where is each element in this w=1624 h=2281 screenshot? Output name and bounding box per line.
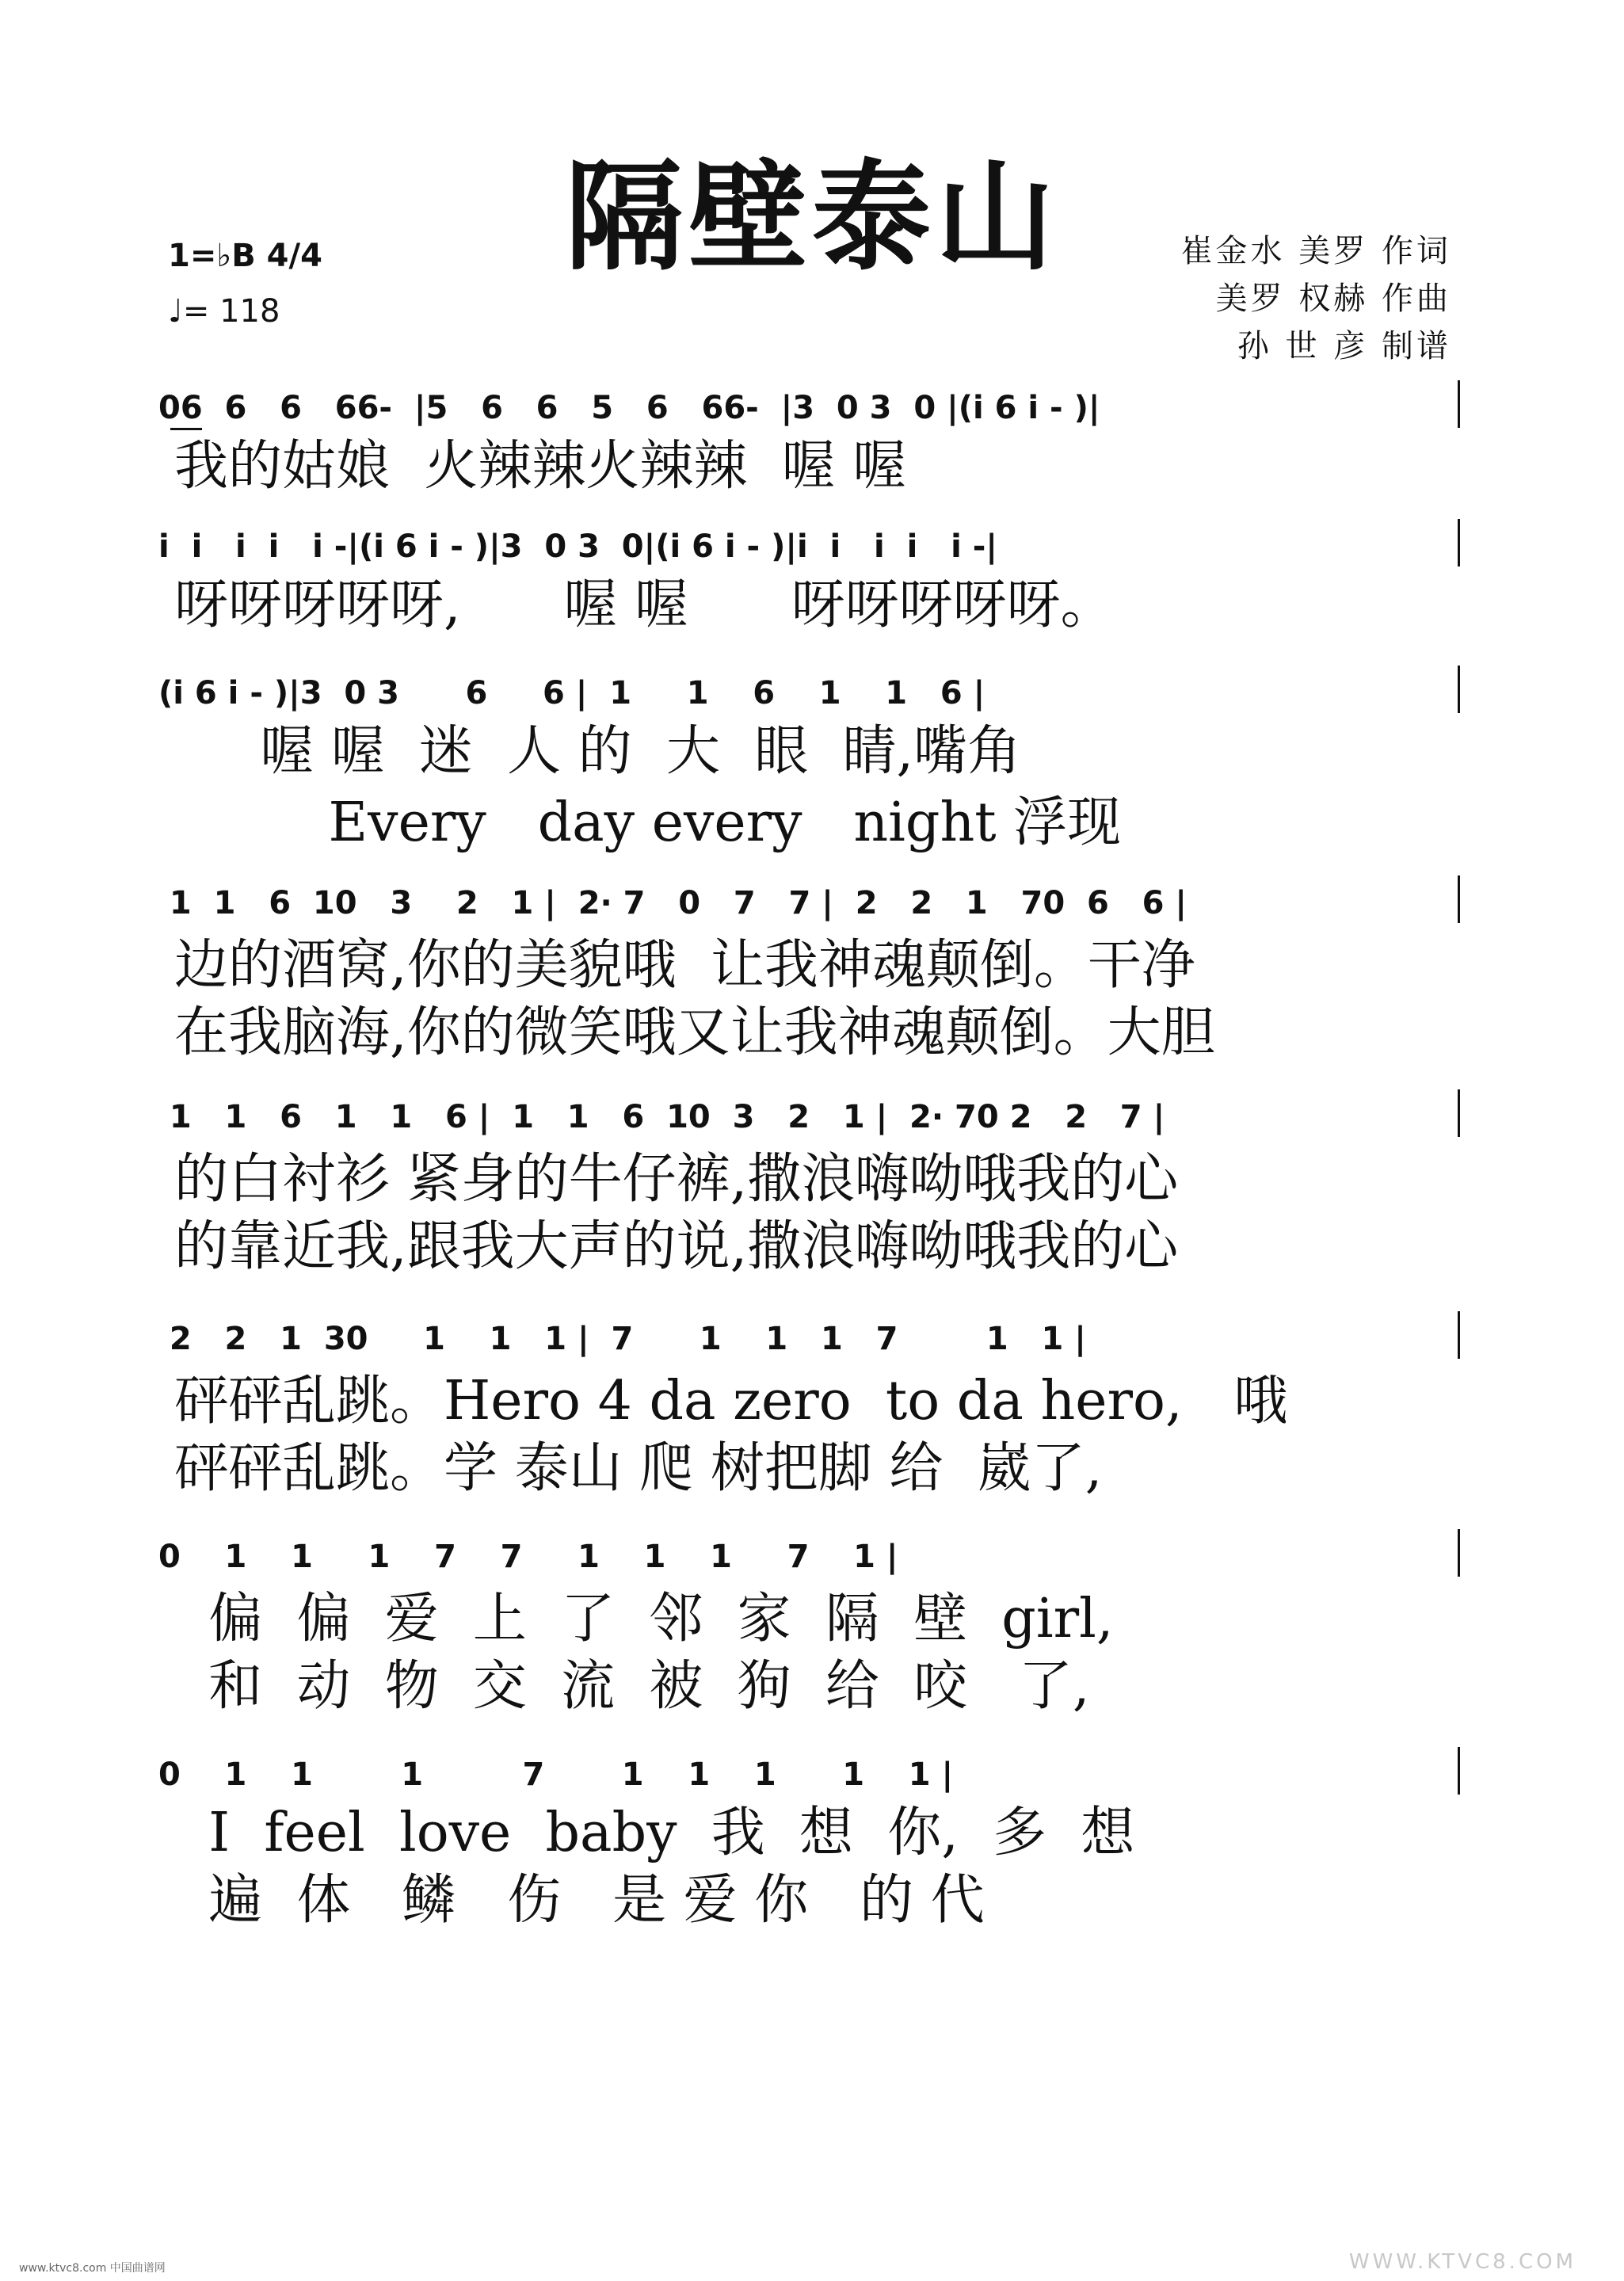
barline <box>1458 519 1460 566</box>
barline <box>1458 1311 1460 1359</box>
beam <box>170 428 202 430</box>
composer-credit: 美罗 权赫 作曲 <box>1215 280 1451 317</box>
barline <box>1458 1089 1460 1137</box>
arranger-credit: 孙 世 彦 制谱 <box>1237 328 1451 364</box>
site-watermark: WWW.KTVC8.COM <box>1348 2250 1576 2274</box>
notation-line-3: (i 6 i - )|3 0 3 6 6 | 1 1 6 1 1 6 | <box>158 675 985 711</box>
lyric-line-3-verse-1: 喔 喔 迷 人 的 大 眼 睛,嘴角 <box>174 720 1022 783</box>
tempo-marking: ♩= 118 <box>168 293 280 330</box>
site-footer-text: www.ktvc8.com 中国曲谱网 <box>19 2262 166 2275</box>
barline <box>1458 666 1460 713</box>
notation-line-7: 0 1 1 1 7 7 1 1 1 7 1 | <box>158 1539 898 1575</box>
lyric-line-7-verse-1: 偏 偏 爱 上 了 邻 家 隔 壁 girl, <box>174 1588 1114 1650</box>
notation-line-8: 0 1 1 1 7 1 1 1 1 1 | <box>158 1757 954 1793</box>
notation-line-6: 2 2 1 30 1 1 1 | 7 1 1 1 7 1 1 | <box>158 1321 1086 1357</box>
lyric-line-1-verse-1: 我的姑娘 火辣辣火辣辣 喔 喔 <box>174 435 907 498</box>
lyric-line-6-verse-2: 砰砰乱跳。学 泰山 爬 树把脚 给 崴了, <box>174 1437 1103 1500</box>
lyric-line-5-verse-1: 的白衬衫 紧身的牛仔裤,撒浪嗨呦哦我的心 <box>174 1148 1179 1211</box>
lyric-line-4-verse-1: 边的酒窝,你的美貌哦 让我神魂颠倒。干净 <box>174 934 1195 997</box>
notation-line-5: 1 1 6 1 1 6 | 1 1 6 10 3 2 1 | 2· 70 2 2 7 | <box>158 1099 1165 1135</box>
lyric-line-8-verse-1: I feel love baby 我 想 你, 多 想 <box>174 1802 1135 1864</box>
lyric-line-2-verse-1: 呀呀呀呀呀, 喔 喔 呀呀呀呀呀。 <box>174 574 1115 636</box>
lyric-line-6-verse-1: 砰砰乱跳。Hero 4 da zero to da hero, 哦 <box>174 1370 1288 1432</box>
key-signature: 1=♭B 4/4 <box>168 238 322 274</box>
notation-line-4: 1 1 6 10 3 2 1 | 2· 7 0 7 7 | 2 2 1 70 6 6 | <box>158 885 1188 921</box>
lyric-line-5-verse-2: 的靠近我,跟我大声的说,撒浪嗨呦哦我的心 <box>174 1215 1179 1278</box>
page-title: 隔壁泰山 <box>564 149 1059 287</box>
lyric-line-8-verse-2: 遍 体 鳞 伤 是 爱 你 的 代 <box>174 1869 985 1932</box>
lyric-line-4-verse-2: 在我脑海,你的微笑哦又让我神魂颠倒。大胆 <box>174 1001 1215 1064</box>
barline <box>1458 875 1460 923</box>
barline <box>1458 1747 1460 1795</box>
barline <box>1458 1529 1460 1577</box>
lyric-line-3-verse-2: Every day every night 浮现 <box>174 791 1122 854</box>
lyricist-credit: 崔金水 美罗 作词 <box>1180 233 1451 269</box>
barline <box>1458 380 1460 428</box>
lyric-line-7-verse-2: 和 动 物 交 流 被 狗 给 咬 了, <box>174 1655 1090 1718</box>
notation-line-1: 06 6 6 66- |5 6 6 5 6 66- |3 0 3 0 |(i 6 i - )| <box>158 390 1100 426</box>
notation-line-2: i i i i i -|(i 6 i - )|3 0 3 0|(i 6 i - )|i i i i i -| <box>158 528 997 565</box>
